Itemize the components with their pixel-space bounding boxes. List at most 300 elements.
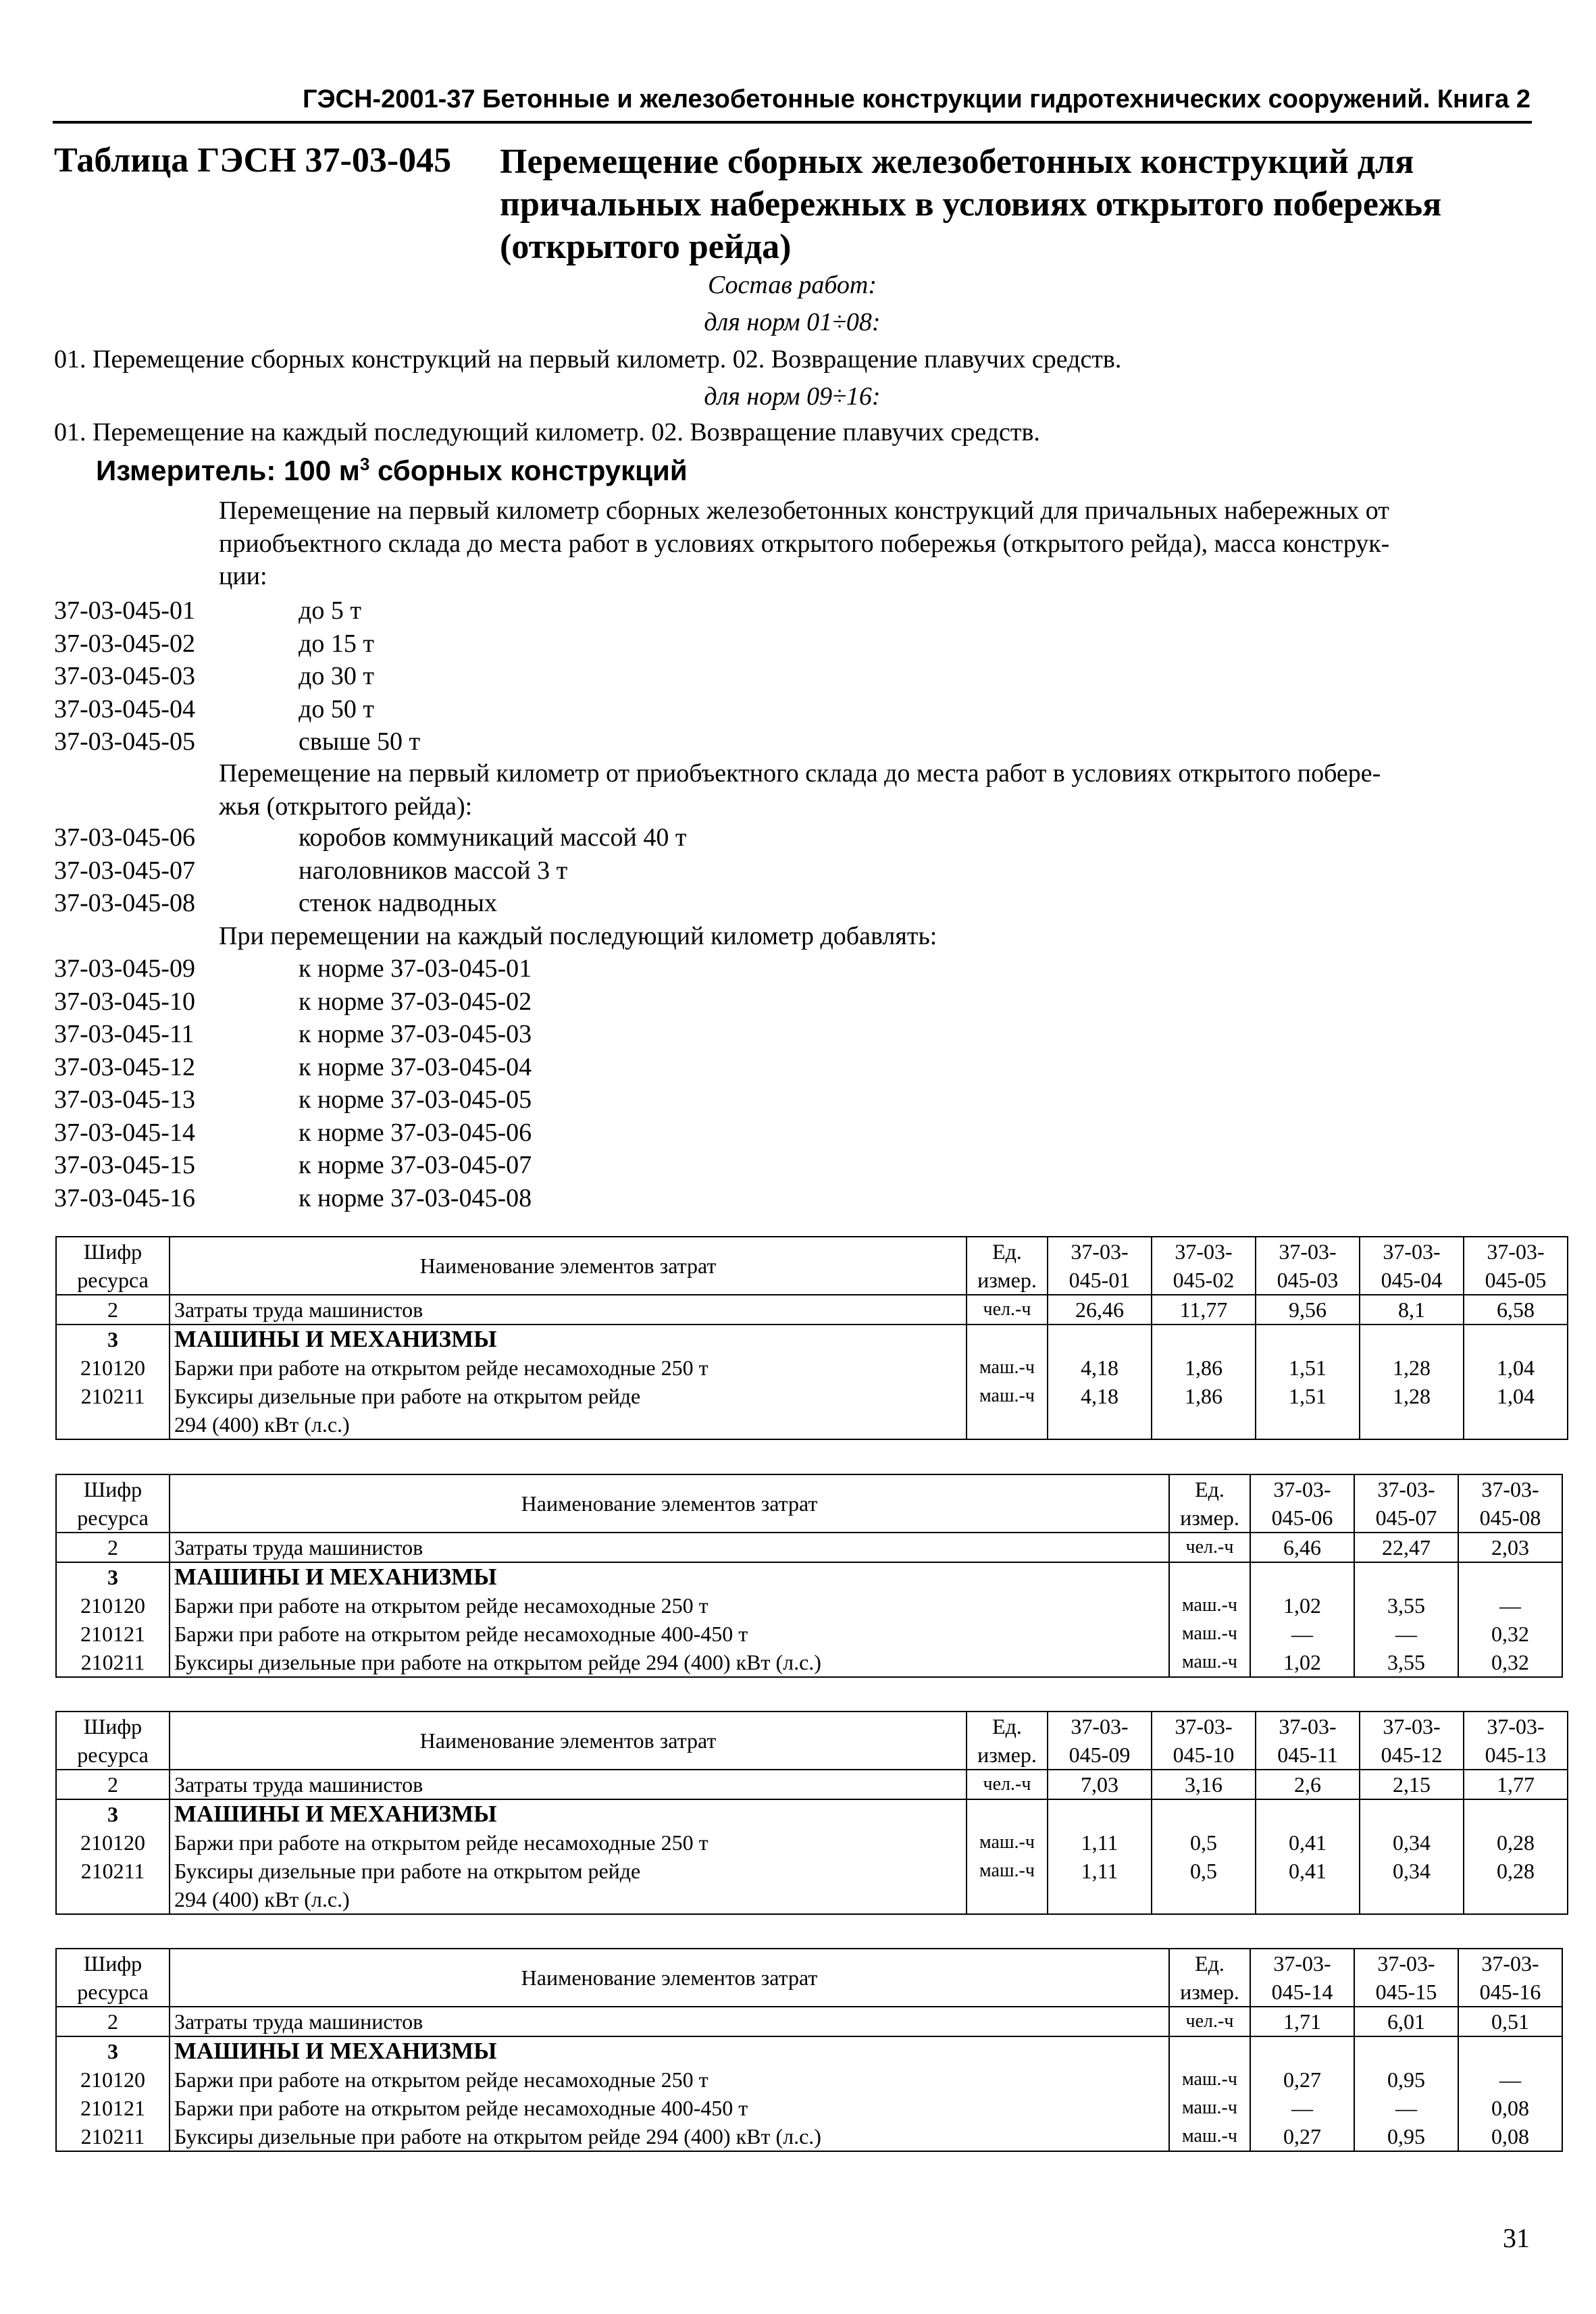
header-code-line: Шифр bbox=[83, 1239, 143, 1264]
header-norm bbox=[1152, 1237, 1256, 1295]
intro-line: Перемещение на первый километр сборных железобетонных конструкций для причальных набережных от bbox=[219, 496, 1389, 525]
header-norm bbox=[1458, 1474, 1562, 1533]
table-title-line: причальных набережных в условиях открытого побережья bbox=[500, 185, 1442, 224]
header-unit-line: Ед. bbox=[1195, 1951, 1225, 1976]
resource-value: 0,41 bbox=[1256, 1828, 1360, 1857]
section-value bbox=[1360, 1325, 1464, 1354]
section-value bbox=[1360, 1799, 1464, 1828]
norm-item bbox=[54, 1183, 865, 1214]
section-name: МАШИНЫ И МЕХАНИЗМЫ bbox=[170, 1562, 1169, 1591]
resource-code: 210211 bbox=[56, 1648, 170, 1677]
header-code-line: ресурса bbox=[77, 1980, 149, 2004]
resource-value: — bbox=[1250, 2094, 1354, 2122]
header-norm bbox=[1256, 1712, 1360, 1770]
resource-value: 8,1 bbox=[1360, 1295, 1464, 1325]
resource-code: 210120 bbox=[56, 1591, 170, 1620]
intro-paragraph-2 bbox=[219, 757, 1536, 823]
header-norm-line: 045-14 bbox=[1271, 1980, 1333, 2004]
table-row bbox=[56, 1620, 1562, 1648]
norm-item bbox=[54, 727, 865, 758]
norm-item bbox=[54, 856, 865, 887]
resource-value: 0,08 bbox=[1458, 2122, 1562, 2151]
resource-name-line: Баржи при работе на открытом рейде несамоходные 250 т bbox=[174, 1593, 709, 1618]
section-code: 3 bbox=[56, 1799, 170, 1828]
section-value bbox=[1256, 1799, 1360, 1828]
header-norm bbox=[1256, 1237, 1360, 1295]
resource-value: 0,5 bbox=[1152, 1857, 1256, 1914]
page-number: 31 bbox=[1503, 2223, 1530, 2253]
section-value bbox=[1250, 1562, 1354, 1591]
section-unit bbox=[967, 1799, 1048, 1828]
resource-value: 1,86 bbox=[1152, 1354, 1256, 1382]
section-unit bbox=[1169, 2036, 1250, 2065]
resource-value: 3,55 bbox=[1354, 1591, 1458, 1620]
resource-value: 0,41 bbox=[1256, 1857, 1360, 1914]
resource-value: 9,56 bbox=[1256, 1295, 1360, 1325]
norm-code: 37-03-045-04 bbox=[54, 694, 195, 723]
resource-value: 1,04 bbox=[1464, 1382, 1568, 1439]
section-value bbox=[1048, 1325, 1152, 1354]
table-row bbox=[56, 2007, 1562, 2036]
section-value bbox=[1464, 1325, 1568, 1354]
section-value bbox=[1458, 1562, 1562, 1591]
header-unit bbox=[967, 1237, 1048, 1295]
header-code bbox=[56, 1474, 170, 1533]
header-code bbox=[56, 1712, 170, 1770]
resource-value: 0,27 bbox=[1250, 2122, 1354, 2151]
table-row bbox=[56, 1382, 1568, 1439]
norm-description: до 5 т bbox=[299, 596, 361, 625]
header-norm bbox=[1048, 1712, 1152, 1770]
norm-description: к норме 37-03-045-05 bbox=[299, 1085, 532, 1114]
resource-name: Затраты труда машинистов bbox=[170, 2007, 1169, 2036]
resource-value: 4,18 bbox=[1048, 1382, 1152, 1439]
resource-unit: маш.-ч bbox=[967, 1828, 1048, 1857]
table-row bbox=[56, 1857, 1568, 1914]
section-row bbox=[56, 1562, 1562, 1591]
resource-name-line: Баржи при работе на открытом рейде несамоходные 250 т bbox=[174, 2067, 709, 2092]
header-norm-line: 37-03- bbox=[1279, 1239, 1337, 1264]
section-value bbox=[1354, 1562, 1458, 1591]
header-norm-line: 045-12 bbox=[1381, 1743, 1443, 1767]
header-norm bbox=[1360, 1712, 1464, 1770]
resource-code: 210120 bbox=[56, 1828, 170, 1857]
work-title: Состав работ: bbox=[707, 271, 877, 299]
section-value bbox=[1152, 1799, 1256, 1828]
resource-name-line: Буксиры дизельные при работе на открытом рейде 294 (400) кВт (л.с.) bbox=[174, 1650, 821, 1674]
table-title-line: (открытого рейда) bbox=[500, 228, 792, 266]
header-norm-line: 37-03- bbox=[1279, 1714, 1337, 1739]
section-code: 3 bbox=[56, 1325, 170, 1354]
header-norm bbox=[1360, 1237, 1464, 1295]
table-row bbox=[56, 1354, 1568, 1382]
resource-unit: маш.-ч bbox=[967, 1382, 1048, 1439]
resource-code: 210121 bbox=[56, 2094, 170, 2122]
norm-code: 37-03-045-14 bbox=[54, 1118, 195, 1147]
resource-value: 1,28 bbox=[1360, 1382, 1464, 1439]
resource-name-line: Буксиры дизельные при работе на открытом рейде bbox=[174, 1859, 641, 1883]
section-value bbox=[1048, 1799, 1152, 1828]
header-unit-line: измер. bbox=[977, 1268, 1037, 1292]
norm-item bbox=[54, 987, 865, 1018]
norm-code: 37-03-045-08 bbox=[54, 889, 195, 917]
norm-code: 37-03-045-15 bbox=[54, 1151, 195, 1179]
resource-unit: маш.-ч bbox=[1169, 1620, 1250, 1648]
header-rule bbox=[53, 121, 1532, 124]
resource-name-line: Буксиры дизельные при работе на открытом рейде 294 (400) кВт (л.с.) bbox=[174, 2124, 821, 2149]
resource-name: Затраты труда машинистов bbox=[170, 1295, 967, 1325]
resource-value: 0,51 bbox=[1458, 2007, 1562, 2036]
resource-value: 1,71 bbox=[1250, 2007, 1354, 2036]
header-norm-line: 37-03- bbox=[1377, 1477, 1435, 1501]
norms-a-text: 01. Перемещение сборных конструкций на первый километр. 02. Возвращение плавучих средств. bbox=[54, 345, 1122, 374]
norm-item bbox=[54, 1150, 865, 1181]
header-norm-line: 045-10 bbox=[1173, 1743, 1235, 1767]
resource-value: 1,11 bbox=[1048, 1828, 1152, 1857]
section-row bbox=[56, 1325, 1568, 1354]
resource-name-line: Баржи при работе на открытом рейде несамоходные 250 т bbox=[174, 1830, 709, 1855]
header-code-line: ресурса bbox=[77, 1506, 149, 1530]
header-norm-line: 045-01 bbox=[1069, 1268, 1131, 1292]
section-name: МАШИНЫ И МЕХАНИЗМЫ bbox=[170, 1799, 967, 1828]
resource-code: 210121 bbox=[56, 1620, 170, 1648]
norms-b-label: для норм 09÷16: bbox=[704, 382, 881, 411]
header-name: Наименование элементов затрат bbox=[170, 1712, 967, 1770]
table-title-line: Перемещение сборных железобетонных конструкций для bbox=[500, 143, 1414, 181]
resource-name-line: Баржи при работе на открытом рейде несамоходные 400-450 т bbox=[174, 1622, 748, 1646]
resource-code: 2 bbox=[56, 1533, 170, 1562]
table-row bbox=[56, 1648, 1562, 1677]
resource-code: 2 bbox=[56, 2007, 170, 2036]
norm-description: свыше 50 т bbox=[299, 727, 421, 756]
norms-b-text: 01. Перемещение на каждый последующий километр. 02. Возвращение плавучих средств. bbox=[54, 418, 1040, 446]
norm-item bbox=[54, 1085, 865, 1116]
resource-unit: чел.-ч bbox=[967, 1770, 1048, 1799]
header-norm bbox=[1152, 1712, 1256, 1770]
norm-item bbox=[54, 661, 865, 692]
header-code bbox=[56, 1237, 170, 1295]
resource-name-line: 294 (400) кВт (л.с.) bbox=[174, 1887, 350, 1911]
resource-unit: маш.-ч bbox=[1169, 1648, 1250, 1677]
header-norm bbox=[1458, 1949, 1562, 2007]
header-unit-line: измер. bbox=[1180, 1506, 1239, 1530]
header-norm-line: 045-09 bbox=[1069, 1743, 1131, 1767]
intro-line: жья (открытого рейда): bbox=[219, 792, 473, 821]
section-unit bbox=[1169, 1562, 1250, 1591]
resource-value: 6,58 bbox=[1464, 1295, 1568, 1325]
intro-line: Перемещение на первый километр от приобъектного склада до места работ в условиях открытого побере- bbox=[219, 759, 1381, 788]
section-code: 3 bbox=[56, 1562, 170, 1591]
header-norm-line: 37-03- bbox=[1481, 1951, 1539, 1976]
resource-value: — bbox=[1458, 1591, 1562, 1620]
resource-value: 1,04 bbox=[1464, 1354, 1568, 1382]
header-norm-line: 045-02 bbox=[1173, 1268, 1235, 1292]
norm-description: к норме 37-03-045-01 bbox=[299, 954, 532, 983]
resource-name-line: Буксиры дизельные при работе на открытом рейде bbox=[174, 1384, 641, 1408]
header-norm-line: 045-16 bbox=[1479, 1980, 1541, 2004]
norm-code: 37-03-045-03 bbox=[54, 662, 195, 690]
header-norm-line: 045-13 bbox=[1485, 1743, 1547, 1767]
resource-code: 210120 bbox=[56, 2065, 170, 2094]
norm-code: 37-03-045-02 bbox=[54, 629, 195, 658]
header-norm bbox=[1250, 1949, 1354, 2007]
resource-value: 0,27 bbox=[1250, 2065, 1354, 2094]
header-code-line: ресурса bbox=[77, 1268, 149, 1292]
section-row bbox=[56, 2036, 1562, 2065]
table-row bbox=[56, 1770, 1568, 1799]
norm-code: 37-03-045-06 bbox=[54, 823, 195, 852]
header-norm-line: 37-03- bbox=[1175, 1714, 1233, 1739]
norm-description: стенок надводных bbox=[299, 889, 497, 917]
resource-name-line: Баржи при работе на открытом рейде несамоходные 400-450 т bbox=[174, 2096, 748, 2120]
norm-item bbox=[54, 954, 865, 985]
header-name: Наименование элементов затрат bbox=[170, 1474, 1169, 1533]
resource-unit: маш.-ч bbox=[967, 1354, 1048, 1382]
intro-line: ции: bbox=[219, 562, 267, 590]
resource-value: 0,95 bbox=[1354, 2065, 1458, 2094]
norm-description: к норме 37-03-045-07 bbox=[299, 1151, 532, 1179]
norm-item bbox=[54, 629, 865, 660]
section-unit bbox=[967, 1325, 1048, 1354]
header-norm bbox=[1464, 1712, 1568, 1770]
resource-value: 0,32 bbox=[1458, 1620, 1562, 1648]
resource-value: 26,46 bbox=[1048, 1295, 1152, 1325]
resource-code: 2 bbox=[56, 1295, 170, 1325]
resource-name: Затраты труда машинистов bbox=[170, 1770, 967, 1799]
resource-value: 1,51 bbox=[1256, 1354, 1360, 1382]
table-row bbox=[56, 2122, 1562, 2151]
header-norm-line: 37-03- bbox=[1481, 1477, 1539, 1501]
norm-code: 37-03-045-12 bbox=[54, 1052, 195, 1081]
norm-code: 37-03-045-09 bbox=[54, 954, 195, 983]
header-unit-line: Ед. bbox=[1195, 1477, 1225, 1501]
header-norm-line: 045-15 bbox=[1375, 1980, 1437, 2004]
resource-value: 1,77 bbox=[1464, 1770, 1568, 1799]
resource-value: 0,95 bbox=[1354, 2122, 1458, 2151]
header-norm-line: 045-11 bbox=[1277, 1743, 1338, 1767]
norm-description: к норме 37-03-045-04 bbox=[299, 1052, 532, 1081]
header-norm bbox=[1250, 1474, 1354, 1533]
header-norm bbox=[1354, 1474, 1458, 1533]
section-value bbox=[1464, 1799, 1568, 1828]
header-code-line: ресурса bbox=[77, 1743, 149, 1767]
header-norm-line: 045-06 bbox=[1271, 1506, 1333, 1530]
resource-value: 0,5 bbox=[1152, 1828, 1256, 1857]
resource-code: 2 bbox=[56, 1770, 170, 1799]
intro-paragraph-1 bbox=[219, 494, 1536, 593]
resource-value: 1,51 bbox=[1256, 1382, 1360, 1439]
norm-description: до 30 т bbox=[299, 662, 374, 690]
table-row bbox=[56, 2094, 1562, 2122]
norm-code: 37-03-045-16 bbox=[54, 1183, 195, 1212]
norm-item bbox=[54, 1052, 865, 1083]
norm-description: к норме 37-03-045-06 bbox=[299, 1118, 532, 1147]
section-row bbox=[56, 1799, 1568, 1828]
norm-code: 37-03-045-10 bbox=[54, 987, 195, 1016]
resource-name bbox=[170, 1354, 967, 1382]
header-code-line: Шифр bbox=[83, 1477, 143, 1501]
header-norm-line: 37-03- bbox=[1175, 1239, 1233, 1264]
resource-table bbox=[55, 1474, 1563, 1678]
resource-code: 210211 bbox=[56, 1382, 170, 1439]
header-name: Наименование элементов затрат bbox=[170, 1949, 1169, 2007]
resource-value: 6,01 bbox=[1354, 2007, 1458, 2036]
norm-item bbox=[54, 694, 865, 725]
section-name: МАШИНЫ И МЕХАНИЗМЫ bbox=[170, 1325, 967, 1354]
resource-name bbox=[170, 2065, 1169, 2094]
header-unit-line: измер. bbox=[977, 1743, 1037, 1767]
header-code-line: Шифр bbox=[83, 1714, 143, 1739]
resource-value: 0,34 bbox=[1360, 1828, 1464, 1857]
resource-name-line: 294 (400) кВт (л.с.) bbox=[174, 1412, 350, 1437]
resource-value: 7,03 bbox=[1048, 1770, 1152, 1799]
header-norm-line: 37-03- bbox=[1383, 1714, 1441, 1739]
resource-unit: чел.-ч bbox=[967, 1295, 1048, 1325]
header-code-line: Шифр bbox=[83, 1951, 143, 1976]
resource-value: 0,34 bbox=[1360, 1857, 1464, 1914]
resource-value: 1,28 bbox=[1360, 1354, 1464, 1382]
header-norm-line: 045-04 bbox=[1381, 1268, 1443, 1292]
norm-code: 37-03-045-05 bbox=[54, 727, 195, 756]
intro-paragraph-3: При перемещении на каждый последующий километр добавлять: bbox=[219, 922, 937, 950]
resource-value: 0,08 bbox=[1458, 2094, 1562, 2122]
running-header: ГЭСН-2001-37 Бетонные и железобетонные конструкции гидротехнических сооружений. Книга 2 bbox=[302, 85, 1530, 113]
resource-value: 2,6 bbox=[1256, 1770, 1360, 1799]
header-norm bbox=[1354, 1949, 1458, 2007]
resource-name bbox=[170, 2094, 1169, 2122]
header-unit-line: Ед. bbox=[992, 1239, 1022, 1264]
resource-table bbox=[55, 1948, 1563, 2152]
header-norm-line: 045-07 bbox=[1375, 1506, 1437, 1530]
norm-item bbox=[54, 596, 865, 627]
header-unit-line: Ед. bbox=[992, 1714, 1022, 1739]
resource-name bbox=[170, 1591, 1169, 1620]
resource-value: — bbox=[1458, 2065, 1562, 2094]
header-norm bbox=[1464, 1237, 1568, 1295]
table-row bbox=[56, 1533, 1562, 1562]
header-unit-line: измер. bbox=[1180, 1980, 1239, 2004]
header-norm-line: 37-03- bbox=[1071, 1714, 1129, 1739]
table-title bbox=[500, 140, 1441, 268]
resource-code: 210211 bbox=[56, 2122, 170, 2151]
measure-unit bbox=[96, 454, 688, 487]
resource-value: — bbox=[1250, 1620, 1354, 1648]
norm-description: к норме 37-03-045-08 bbox=[299, 1183, 532, 1212]
header-unit bbox=[967, 1712, 1048, 1770]
norm-item bbox=[54, 888, 865, 919]
measure-prefix: Измеритель: 100 м bbox=[96, 455, 360, 486]
header-name: Наименование элементов затрат bbox=[170, 1237, 967, 1295]
section-name: МАШИНЫ И МЕХАНИЗМЫ bbox=[170, 2036, 1169, 2065]
header-norm-line: 37-03- bbox=[1383, 1239, 1441, 1264]
header-unit bbox=[1169, 1474, 1250, 1533]
resource-value: 1,02 bbox=[1250, 1648, 1354, 1677]
norm-description: к норме 37-03-045-02 bbox=[299, 987, 532, 1016]
resource-code: 210120 bbox=[56, 1354, 170, 1382]
resource-name bbox=[170, 1857, 967, 1914]
norm-description: коробов коммуникаций массой 40 т bbox=[299, 823, 687, 852]
resource-value: 6,46 bbox=[1250, 1533, 1354, 1562]
resource-name-line: Баржи при работе на открытом рейде несамоходные 250 т bbox=[174, 1356, 709, 1380]
norm-item bbox=[54, 1118, 865, 1149]
resource-unit: маш.-ч bbox=[1169, 1591, 1250, 1620]
section-value bbox=[1250, 2036, 1354, 2065]
norm-item bbox=[54, 823, 865, 854]
norm-code: 37-03-045-13 bbox=[54, 1085, 195, 1114]
measure-suffix: сборных конструкций bbox=[369, 455, 688, 486]
resource-name bbox=[170, 2122, 1169, 2151]
intro-line: приобъектного склада до места работ в условиях открытого побережья (открытого рейда), масса конструк- bbox=[219, 529, 1390, 558]
table-row bbox=[56, 1591, 1562, 1620]
section-value bbox=[1256, 1325, 1360, 1354]
resource-table bbox=[55, 1711, 1568, 1915]
resource-unit: маш.-ч bbox=[1169, 2122, 1250, 2151]
resource-unit: чел.-ч bbox=[1169, 2007, 1250, 2036]
norm-item bbox=[54, 1019, 865, 1050]
resource-unit: маш.-ч bbox=[967, 1857, 1048, 1914]
norm-description: наголовников массой 3 т bbox=[299, 856, 568, 885]
resource-name: Затраты труда машинистов bbox=[170, 1533, 1169, 1562]
resource-value: 2,03 bbox=[1458, 1533, 1562, 1562]
header-norm bbox=[1048, 1237, 1152, 1295]
resource-value: 0,32 bbox=[1458, 1648, 1562, 1677]
resource-value: 0,28 bbox=[1464, 1828, 1568, 1857]
header-norm-line: 37-03- bbox=[1487, 1714, 1545, 1739]
resource-table bbox=[55, 1236, 1568, 1440]
section-value bbox=[1152, 1325, 1256, 1354]
header-unit bbox=[1169, 1949, 1250, 2007]
table-row bbox=[56, 1295, 1568, 1325]
norm-code: 37-03-045-07 bbox=[54, 856, 195, 885]
resource-value: 4,18 bbox=[1048, 1354, 1152, 1382]
resource-value: 1,02 bbox=[1250, 1591, 1354, 1620]
resource-name bbox=[170, 1382, 967, 1439]
measure-sup: 3 bbox=[359, 454, 370, 474]
norm-description: до 50 т bbox=[299, 694, 374, 723]
norms-a-label: для норм 01÷08: bbox=[704, 308, 881, 336]
resource-value: — bbox=[1354, 1620, 1458, 1648]
resource-value: 2,15 bbox=[1360, 1770, 1464, 1799]
table-label: Таблица ГЭСН 37-03-045 bbox=[54, 141, 452, 180]
header-norm-line: 045-03 bbox=[1277, 1268, 1339, 1292]
header-norm-line: 045-05 bbox=[1485, 1268, 1547, 1292]
header-norm-line: 37-03- bbox=[1377, 1951, 1435, 1976]
table-row bbox=[56, 2065, 1562, 2094]
resource-value: 1,11 bbox=[1048, 1857, 1152, 1914]
norm-description: к норме 37-03-045-03 bbox=[299, 1020, 532, 1048]
header-code bbox=[56, 1949, 170, 2007]
resource-unit: чел.-ч bbox=[1169, 1533, 1250, 1562]
resource-value: — bbox=[1354, 2094, 1458, 2122]
resource-value: 1,86 bbox=[1152, 1382, 1256, 1439]
header-norm-line: 37-03- bbox=[1071, 1239, 1129, 1264]
resource-code: 210211 bbox=[56, 1857, 170, 1914]
resource-unit: маш.-ч bbox=[1169, 2094, 1250, 2122]
header-norm-line: 045-08 bbox=[1479, 1506, 1541, 1530]
header-norm-line: 37-03- bbox=[1487, 1239, 1545, 1264]
resource-name bbox=[170, 1828, 967, 1857]
section-value bbox=[1458, 2036, 1562, 2065]
section-value bbox=[1354, 2036, 1458, 2065]
resource-value: 0,28 bbox=[1464, 1857, 1568, 1914]
section-code: 3 bbox=[56, 2036, 170, 2065]
resource-value: 11,77 bbox=[1152, 1295, 1256, 1325]
table-row bbox=[56, 1828, 1568, 1857]
resource-value: 3,16 bbox=[1152, 1770, 1256, 1799]
header-norm-line: 37-03- bbox=[1273, 1477, 1331, 1501]
resource-value: 22,47 bbox=[1354, 1533, 1458, 1562]
norm-code: 37-03-045-11 bbox=[54, 1020, 195, 1048]
